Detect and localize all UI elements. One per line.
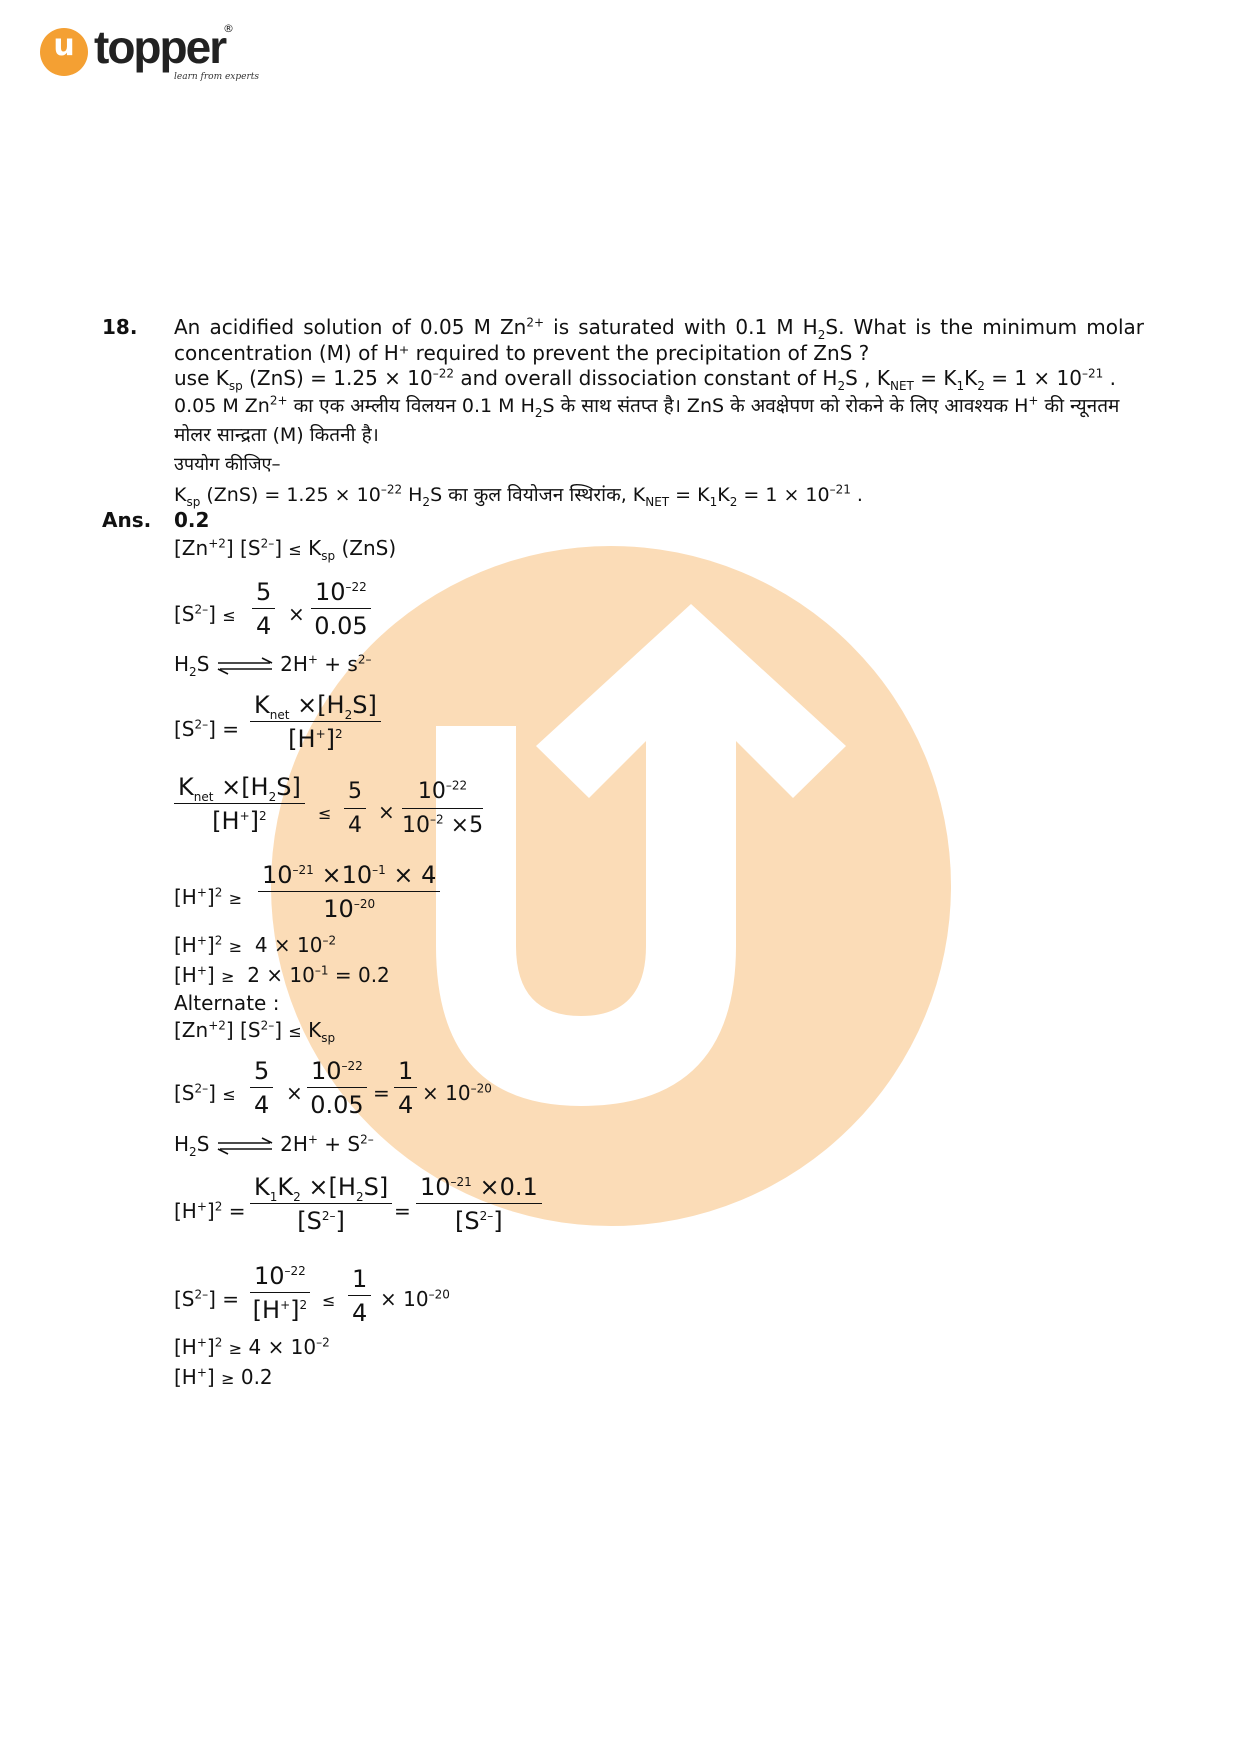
equilibrium-arrow-icon: [216, 657, 274, 675]
logo-tagline: learn from experts: [174, 72, 260, 82]
question-number: 18.: [102, 315, 138, 339]
question-hindi-use: उपयोग कीजिए–: [174, 454, 281, 475]
fraction: $10^{-21} \times 0.1$ $[S^{2-}]$: [416, 1173, 542, 1235]
solution-step: $[H^+]^2 \ge 4 \times 10^{-2}$: [174, 1335, 330, 1359]
solution-step: $[H^+] \ge 2 \times 10^{-1} = 0.2$: [174, 963, 390, 987]
operator: =: [394, 1199, 411, 1223]
logo-wordmark: topper: [94, 21, 226, 73]
fraction: 1 4: [348, 1265, 371, 1327]
fraction: $10^{-22}$ 0.05: [307, 1057, 367, 1119]
expression: × $10^{-20}$: [380, 1287, 450, 1311]
fraction: $10^{-22}$ $10^{-2} \times 5$: [402, 778, 484, 838]
question-hindi-line1: 0.05 M $Zn^{2+}$ का एक अम्लीय विलयन 0.1 M $H_2S$ के साथ संतप्त है। ZnS के अवक्षेपण को रोकने के लिए आवश्यक H+ की न्यूनतम: [174, 393, 1120, 420]
equation-lhs: $[S^{2-}]$ ≤: [174, 1081, 236, 1105]
solution-step: $[H^+]^2 \ge 4 \times 10^{-2}$: [174, 933, 337, 957]
question-english-line2: concentration (M) of H⁺ required to prevent the precipitation of ZnS ?: [174, 341, 870, 365]
equation-lhs: $[S^{2-}]$ ≤: [174, 602, 236, 626]
fraction: 5 4: [250, 1057, 273, 1119]
solution-step: [H+] ≥ 0.2: [174, 1365, 273, 1389]
operator: ×: [288, 602, 305, 626]
equation-lhs: $[S^{2-}]$ =: [174, 717, 240, 741]
question-hindi-constants: $K_{sp}$ $(ZnS) = 1.25 \times 10^{-22}$ $H_2S$ का कुल वियोजन स्थिरांक, $K_{NET} = K_1K_2 = 1 \times 10^{-21}$ .: [174, 482, 863, 509]
solution-step: $[Zn^{+2}] [S^{2-}] \le K_{sp}$: [174, 1018, 336, 1045]
equilibrium-arrow-icon: [216, 1137, 274, 1155]
equilibrium-equation: $H_2S$ $2H^+ + s^{2-}$: [174, 652, 372, 679]
fraction: 1 4: [394, 1057, 417, 1119]
registered-icon: ®: [223, 22, 234, 35]
fraction: $10^{-21} \times 10^{-1} \times 4$ $10^{-20}$: [258, 861, 440, 923]
equilibrium-equation: $H_2S$ $2H^+ + S^{2-}$: [174, 1132, 374, 1159]
fraction: 5 4: [344, 778, 366, 840]
operator: ≤: [318, 804, 332, 823]
solution-step: $[Zn^{+2}] [S^{2-}] \le K_{sp}$ (ZnS): [174, 536, 397, 563]
fraction: $10^{-22}$ $[H^+]^2$: [250, 1262, 310, 1324]
question-hindi-line2: मोलर सान्द्रता (M) कितनी है।: [174, 424, 379, 446]
question-english-line1: An acidified solution of 0.05 M $Zn^{2+}$ is saturated with 0.1 M $H_2S$. What is the minimum molar: [174, 315, 1144, 342]
fraction: $K_{net} \times[H_2S]$ $[H^+]^2$: [174, 773, 305, 835]
alternate-heading: Alternate :: [174, 991, 280, 1015]
equation-lhs: $[H^+]^2$ =: [174, 1199, 246, 1223]
operator: =: [373, 1081, 390, 1105]
expression: × $10^{-20}$: [422, 1081, 492, 1105]
operator: ≤: [322, 1291, 336, 1310]
answer-value: 0.2: [174, 508, 210, 532]
fraction: $K_1K_2 \times[H_2S]$ $[S^{2-}]$: [250, 1173, 392, 1235]
operator: ×: [286, 1081, 303, 1105]
answer-label: Ans.: [102, 508, 152, 532]
logo-u-icon: u: [40, 28, 88, 76]
fraction: $K_{net} \times[H_2S]$ $[H^+]^2$: [250, 691, 381, 753]
equation-lhs: $[H^+]^2$ ≥: [174, 885, 243, 909]
question-constants-line: use $K_{sp}$ $(ZnS) = 1.25 \times 10^{-22}$ and overall dissociation constant of $H_2S$ , $K_{NET} = K_1K_2 = 1 \times 10^{-21}$ .: [174, 366, 1116, 393]
operator: ×: [378, 800, 395, 824]
equation-lhs: $[S^{2-}]$ =: [174, 1287, 240, 1311]
fraction: $10^{-22}$ 0.05: [311, 578, 371, 640]
fraction: 5 4: [252, 578, 275, 640]
